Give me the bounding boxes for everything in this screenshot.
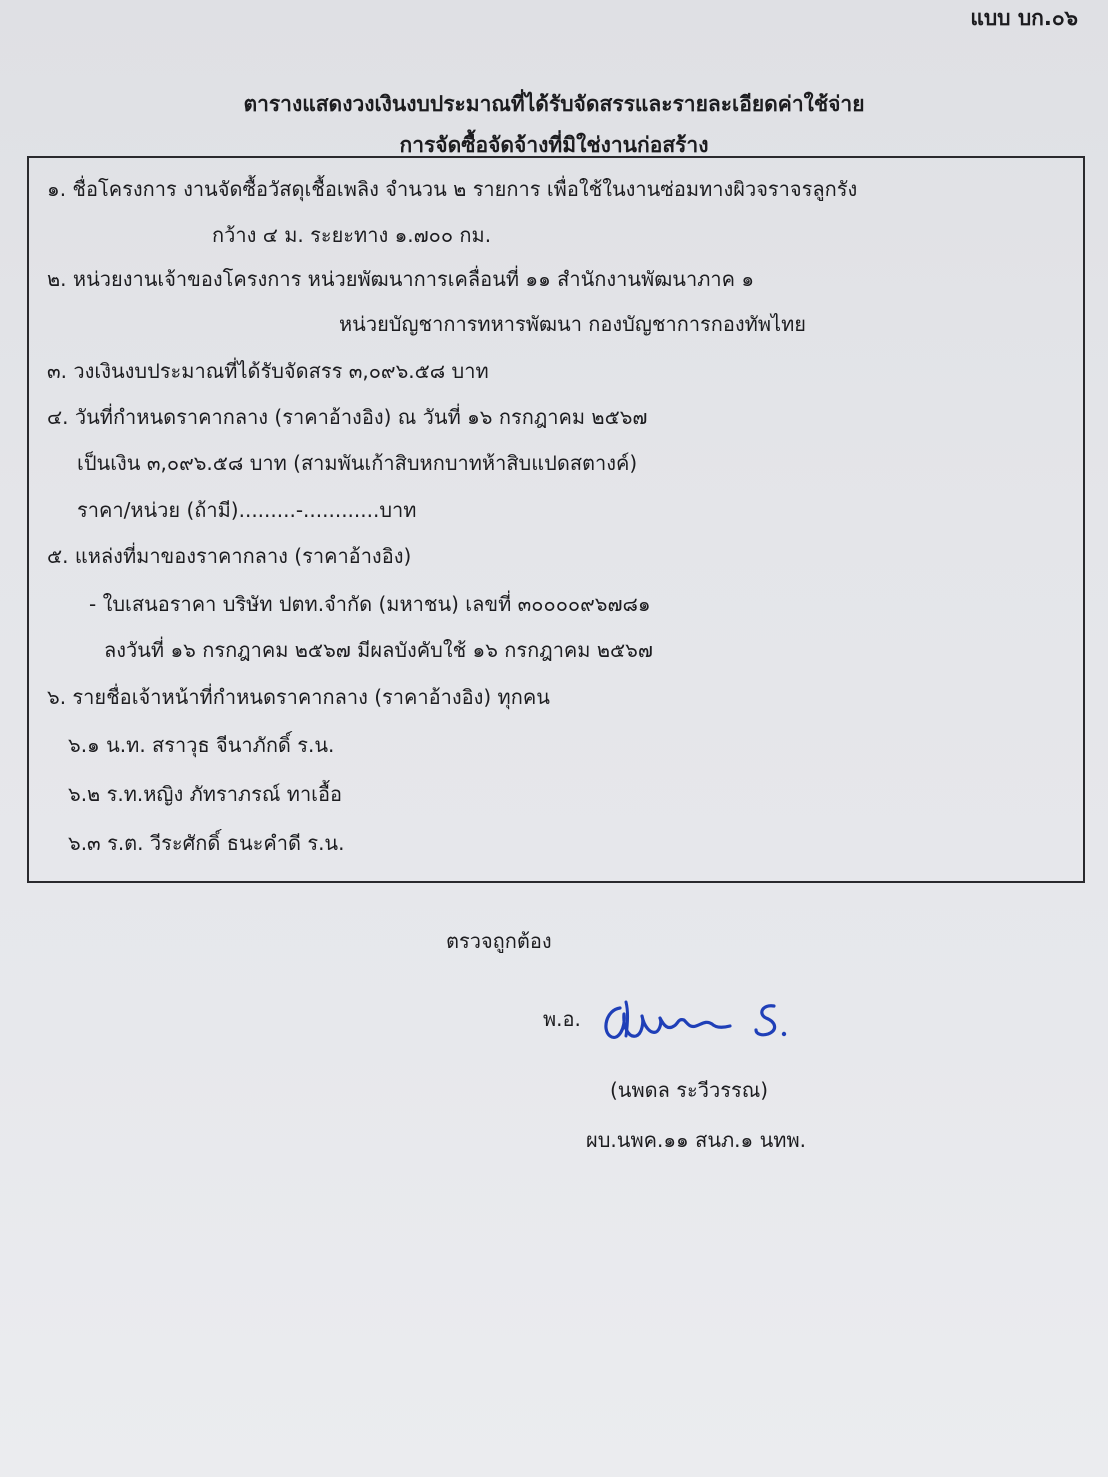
item-4-unit-price: ราคา/หน่วย (ถ้ามี).........-............บาท — [77, 498, 417, 522]
item-5-source: ๕. แหล่งที่มาของราคากลาง (ราคาอ้างอิง) — [47, 544, 412, 568]
document-title-line1: ตารางแสดงวงเงินงบประมาณที่ได้รับจัดสรรและรายละเอียดค่าใช้จ่าย — [243, 92, 865, 116]
handwritten-signature — [598, 996, 798, 1056]
item-2-owner-command: หน่วยบัญชาการทหารพัฒนา กองบัญชาการกองทัพไทย — [339, 312, 807, 336]
form-code: แบบ บก.๐๖ — [970, 6, 1078, 30]
item-2-owner-unit: ๒. หน่วยงานเจ้าของโครงการ หน่วยพัฒนาการเคลื่อนที่ ๑๑ สำนักงานพัฒนาภาค ๑ — [47, 267, 755, 291]
item-3-budget: ๓. วงเงินงบประมาณที่ได้รับจัดสรร ๓,๐๙๖.๕๘ บาท — [47, 359, 489, 383]
item-4-price-date: ๔. วันที่กำหนดราคากลาง (ราคาอ้างอิง) ณ วันที่ ๑๖ กรกฎาคม ๒๕๖๗ — [47, 405, 648, 429]
item-4-amount: เป็นเงิน ๓,๐๙๖.๕๘ บาท (สามพันเก้าสิบหกบาทห้าสิบแปดสตางค์) — [77, 451, 638, 475]
item-6-3-officer: ๖.๓ ร.ต. วีระศักดิ์ ธนะคำดี ร.น. — [68, 831, 345, 855]
item-5-quotation: - ใบเสนอราคา บริษัท ปตท.จำกัด (มหาชน) เลขที่ ๓๐๐๐๐๙๖๗๘๑ — [89, 592, 651, 616]
document-title-line2: การจัดซื้อจัดจ้างที่มิใช่งานก่อสร้าง — [399, 133, 709, 157]
item-6-1-officer: ๖.๑ น.ท. สราวุธ จีนาภักดิ์ ร.น. — [68, 733, 335, 757]
item-6-officers: ๖. รายชื่อเจ้าหน้าที่กำหนดราคากลาง (ราคาอ้างอิง) ทุกคน — [47, 685, 550, 709]
signer-name: (นพดล ระวีวรรณ) — [610, 1078, 769, 1102]
item-5-effective-date: ลงวันที่ ๑๖ กรกฎาคม ๒๕๖๗ มีผลบังคับใช้ ๑๖ กรกฎาคม ๒๕๖๗ — [104, 638, 653, 662]
item-1-project-name: ๑. ชื่อโครงการ งานจัดซื้อวัสดุเชื้อเพลิง จำนวน ๒ รายการ เพื่อใช้ในงานซ่อมทางผิวจราจรลูกรัง — [47, 177, 858, 201]
signer-position: ผบ.นพค.๑๑ สนภ.๑ นทพ. — [586, 1128, 806, 1152]
item-1-project-detail: กว้าง ๔ ม. ระยะทาง ๑.๗๐๐ กม. — [212, 223, 492, 247]
signer-rank: พ.อ. — [543, 1007, 581, 1031]
item-6-2-officer: ๖.๒ ร.ท.หญิง ภัทราภรณ์ ทาเอื้อ — [68, 782, 343, 806]
verified-label: ตรวจถูกต้อง — [446, 929, 552, 953]
